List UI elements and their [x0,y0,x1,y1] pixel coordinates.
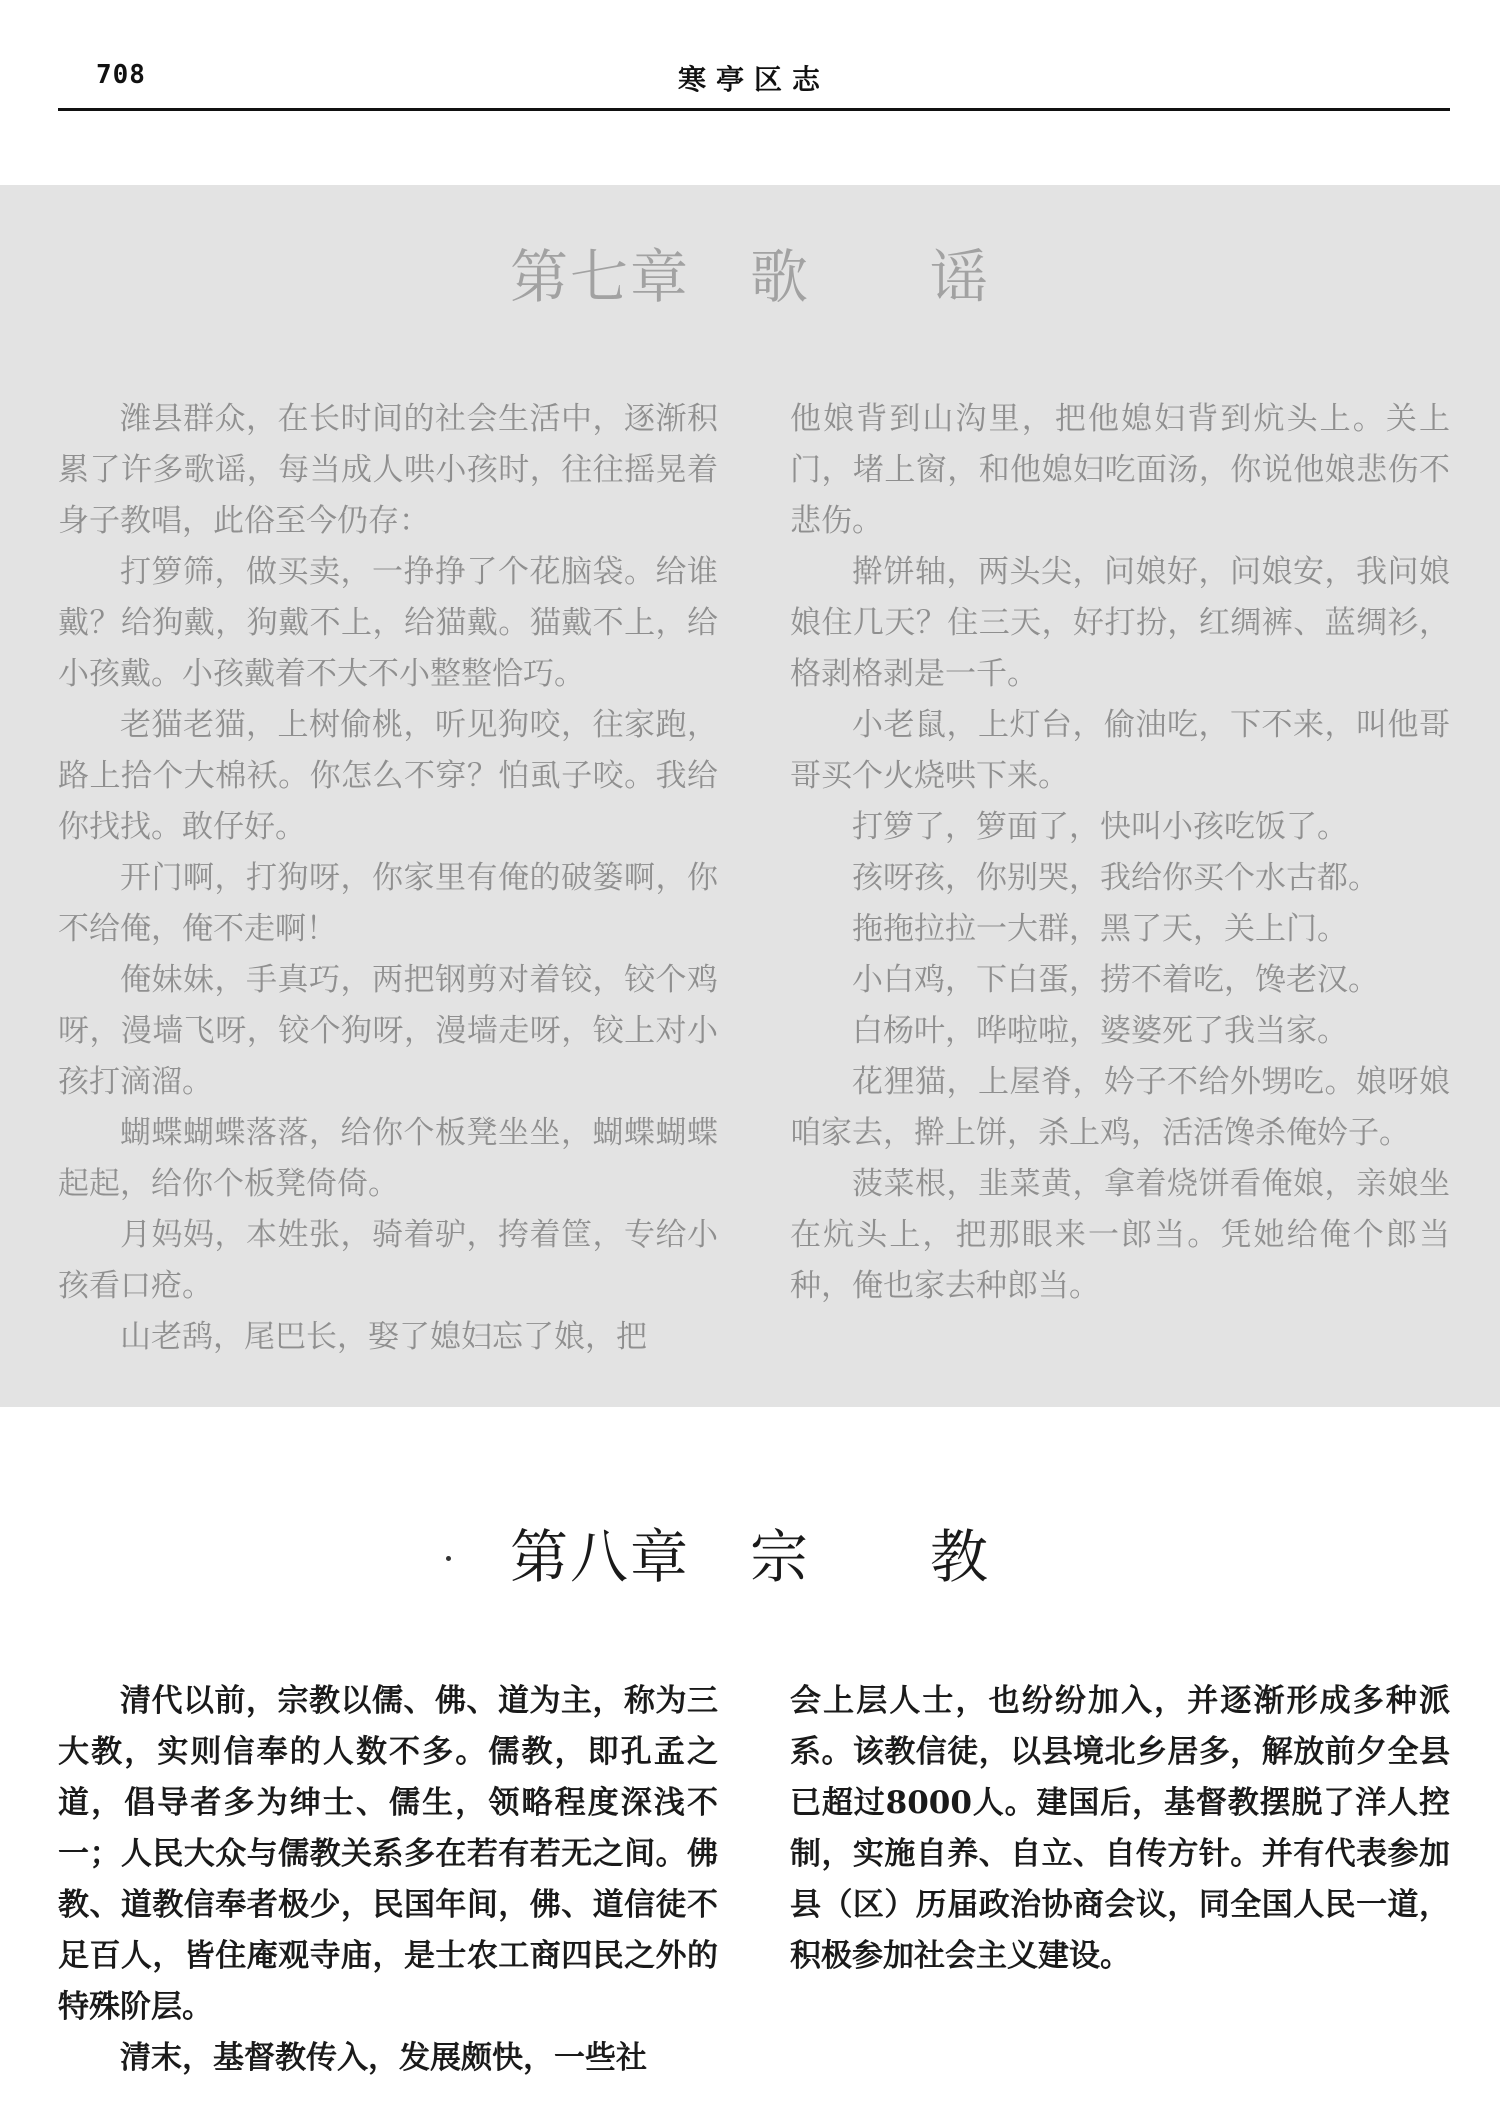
chapter7-title: 第七章 歌 谣 [509,243,990,311]
chapter8-left-column [58,1676,718,2084]
paragraph: 山老鸹，尾巴长，娶了媳妇忘了娘，把 [120,1319,647,1355]
chapter8-title: 第八章 宗 教 [509,1523,990,1591]
paragraph: 孩呀孩，你别哭，我给你买个水古都。 [852,860,1379,896]
paragraph: 老猫老猫，上树偷桃，听见狗咬，往家跑，路上拾个大棉袄。你怎么不穿？怕虱子咬。我给你找找。敢仔好。 [58,707,718,845]
paragraph: 俺妹妹，手真巧，两把钢剪对着铰，铰个鸡呀，漫墙飞呀，铰个狗呀，漫墙走呀，铰上对小孩打滴溜。 [58,962,718,1100]
paragraph: 小白鸡，下白蛋，捞不着吃，馋老汉。 [852,962,1379,998]
paragraph: 打箩了，箩面了，快叫小孩吃饭了。 [852,809,1348,845]
paragraph: 拖拖拉拉一大群，黑了天，关上门。 [852,911,1348,947]
paragraph: 清代以前，宗教以儒、佛、道为主，称为三大教，实则信奉的人数不多。儒教，即孔孟之道，倡导者多为绅士、儒生，领略程度深浅不一；人民大众与儒教关系多在若有若无之间。佛教、道教信奉者极少，民国年间，佛、道信徒不足百人，皆住庵观寺庙，是士农工商四民之外的特殊阶层。 [58,1683,718,2025]
paragraph: 打箩筛，做买卖，一挣挣了个花脑袋。给谁戴？给狗戴，狗戴不上，给猫戴。猫戴不上，给小孩戴。小孩戴着不大不小整整恰巧。 [58,554,718,692]
paragraph: 开门啊，打狗呀，你家里有俺的破篓啊，你不给俺，俺不走啊！ [58,860,718,947]
chapter7-left-column [58,394,718,1363]
paragraph: 菠菜根，韭菜黄，拿着烧饼看俺娘，亲娘坐在炕头上，把那眼来一郎当。凭她给俺个郎当种，俺也家去种郎当。 [790,1166,1450,1304]
page-header [58,52,1450,111]
paragraph: 潍县群众，在长时间的社会生活中，逐渐积累了许多歌谣，每当成人哄小孩时，往往摇晃着身子教唱，此俗至今仍存： [58,401,718,539]
paragraph: 小老鼠，上灯台，偷油吃，下不来，叫他哥哥买个火烧哄下来。 [790,707,1450,794]
paragraph: 他娘背到山沟里，把他媳妇背到炕头上。关上门，堵上窗，和他媳妇吃面汤，你说他娘悲伤不悲伤。 [790,401,1450,539]
paragraph: 蝴蝶蝴蝶落落，给你个板凳坐坐，蝴蝶蝴蝶起起，给你个板凳倚倚。 [58,1115,718,1202]
paragraph: 会上层人士，也纷纷加入，并逐渐形成多种派系。该教信徒，以县境北乡居多，解放前夕全县已超过8000人。建国后，基督教摆脱了洋人控制，实施自养、自立、自传方针。并有代表参加县（区）历届政治协商会议，同全国人民一道，积极参加社会主义建设。 [790,1683,1450,1974]
paragraph: 花狸猫，上屋脊，妗子不给外甥吃。娘呀娘咱家去，擀上饼，杀上鸡，活活馋杀俺妗子。 [790,1064,1450,1151]
paragraph: 清末，基督教传入，发展颇快，一些社 [120,2040,647,2076]
page-number: 708 [96,60,146,90]
paragraph: 白杨叶，哗啦啦，婆婆死了我当家。 [852,1013,1348,1049]
chapter7-right-column [790,394,1450,1312]
paragraph: 月妈妈，本姓张，骑着驴，挎着筐，专给小孩看口疮。 [58,1217,718,1304]
paragraph: 擀饼轴，两头尖，问娘好，问娘安，我问娘娘住几天？住三天，好打扮，红绸裤、蓝绸衫，格剥格剥是一千。 [790,554,1450,692]
running-title: 寒亭区志 [677,63,830,96]
chapter8-right-column [790,1676,1450,1982]
